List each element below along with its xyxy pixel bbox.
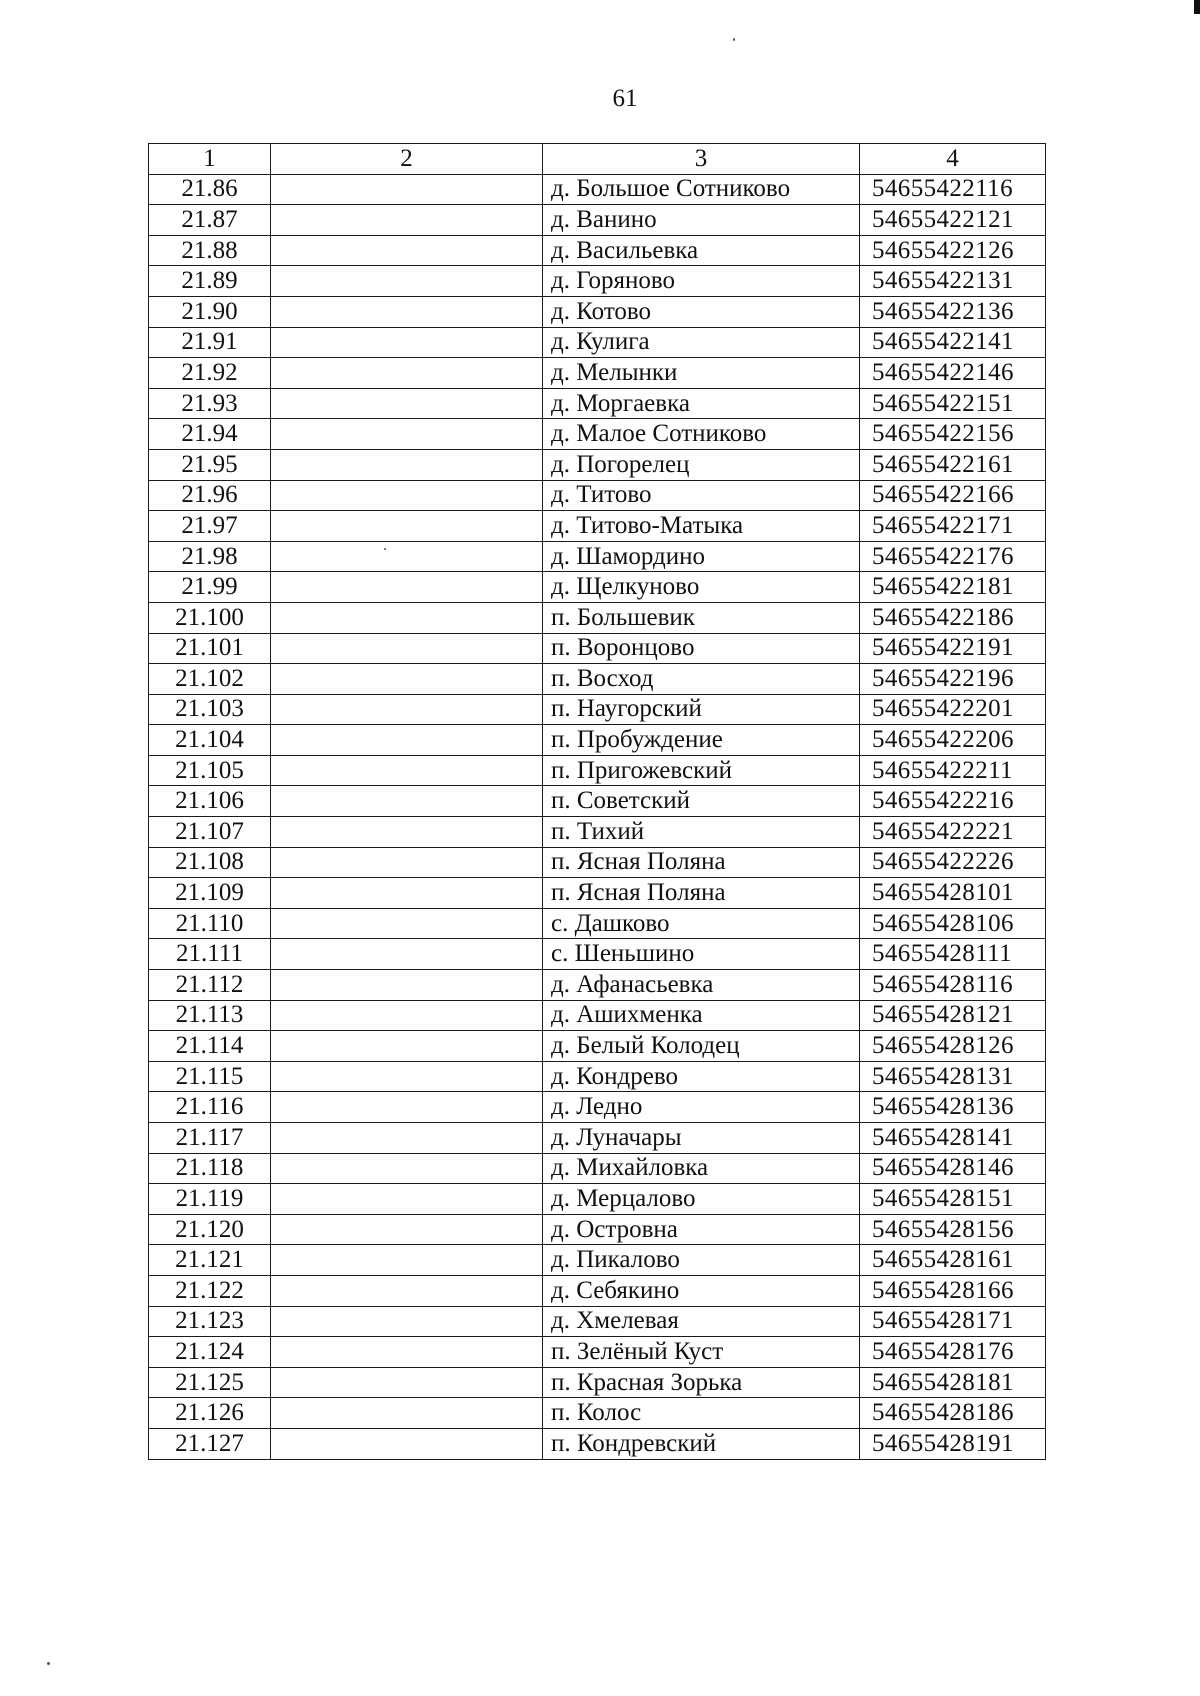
row-number-cell: 21.110 [149, 908, 271, 939]
municipality-cell [271, 1398, 543, 1429]
oktmo-code-cell: 54655422171 [860, 511, 1046, 542]
settlements-table [148, 143, 1046, 1460]
table-row [149, 1367, 1046, 1398]
municipality-cell [271, 174, 543, 205]
row-number-cell: 21.106 [149, 786, 271, 817]
oktmo-code-cell: 54655422186 [860, 602, 1046, 633]
settlement-name-cell: п. Воронцово [543, 633, 860, 664]
municipality-cell [271, 1000, 543, 1031]
table-row [149, 939, 1046, 970]
row-number-cell: 21.96 [149, 480, 271, 511]
row-number-cell: 21.97 [149, 511, 271, 542]
settlement-name-cell: п. Ясная Поляна [543, 847, 860, 878]
row-number-cell: 21.107 [149, 817, 271, 848]
settlement-name-cell: д. Котово [543, 296, 860, 327]
oktmo-code-cell: 54655422161 [860, 449, 1046, 480]
oktmo-code-cell: 54655422181 [860, 572, 1046, 603]
row-number-cell: 21.111 [149, 939, 271, 970]
settlement-name-cell: с. Дашково [543, 908, 860, 939]
municipality-cell [271, 602, 543, 633]
municipality-cell [271, 1153, 543, 1184]
municipality-cell [271, 847, 543, 878]
settlement-name-cell: п. Тихий [543, 817, 860, 848]
municipality-cell [271, 266, 543, 297]
oktmo-code-cell: 54655422166 [860, 480, 1046, 511]
municipality-cell [271, 633, 543, 664]
table-row [149, 602, 1046, 633]
settlement-name-cell: д. Шамордино [543, 541, 860, 572]
column-header: 3 [543, 144, 860, 175]
oktmo-code-cell: 54655428116 [860, 970, 1046, 1001]
municipality-cell [271, 541, 543, 572]
row-number-cell: 21.120 [149, 1214, 271, 1245]
oktmo-code-cell: 54655428121 [860, 1000, 1046, 1031]
table-row [149, 1184, 1046, 1215]
oktmo-code-cell: 54655422221 [860, 817, 1046, 848]
table-row [149, 725, 1046, 756]
oktmo-code-cell: 54655428161 [860, 1245, 1046, 1276]
settlement-name-cell: п. Кондревский [543, 1428, 860, 1459]
table-row [149, 358, 1046, 389]
row-number-cell: 21.105 [149, 755, 271, 786]
settlement-name-cell: п. Зелёный Куст [543, 1337, 860, 1368]
row-number-cell: 21.119 [149, 1184, 271, 1215]
table-row [149, 388, 1046, 419]
oktmo-code-cell: 54655422141 [860, 327, 1046, 358]
row-number-cell: 21.109 [149, 878, 271, 909]
row-number-cell: 21.117 [149, 1123, 271, 1154]
settlement-name-cell: д. Титово-Матыка [543, 511, 860, 542]
municipality-cell [271, 1092, 543, 1123]
row-number-cell: 21.118 [149, 1153, 271, 1184]
row-number-cell: 21.126 [149, 1398, 271, 1429]
settlement-name-cell: д. Михайловка [543, 1153, 860, 1184]
municipality-cell [271, 1275, 543, 1306]
municipality-cell [271, 1367, 543, 1398]
row-number-cell: 21.91 [149, 327, 271, 358]
settlement-name-cell: д. Кондрево [543, 1061, 860, 1092]
municipality-cell [271, 817, 543, 848]
row-number-cell: 21.87 [149, 205, 271, 236]
settlement-name-cell: д. Пикалово [543, 1245, 860, 1276]
settlement-name-cell: д. Хмелевая [543, 1306, 860, 1337]
oktmo-code-cell: 54655422201 [860, 694, 1046, 725]
settlement-name-cell: с. Шеньшино [543, 939, 860, 970]
oktmo-code-cell: 54655428126 [860, 1031, 1046, 1062]
oktmo-code-cell: 54655422226 [860, 847, 1046, 878]
oktmo-code-cell: 54655428191 [860, 1428, 1046, 1459]
row-number-cell: 21.102 [149, 664, 271, 695]
settlement-name-cell: п. Колос [543, 1398, 860, 1429]
municipality-cell [271, 480, 543, 511]
oktmo-code-cell: 54655422151 [860, 388, 1046, 419]
oktmo-code-cell: 54655422211 [860, 755, 1046, 786]
table-row [149, 817, 1046, 848]
row-number-cell: 21.125 [149, 1367, 271, 1398]
table-row [149, 235, 1046, 266]
row-number-cell: 21.104 [149, 725, 271, 756]
municipality-cell [271, 1337, 543, 1368]
table-row [149, 1153, 1046, 1184]
row-number-cell: 21.116 [149, 1092, 271, 1123]
table-row [149, 296, 1046, 327]
table-row [149, 847, 1046, 878]
table-row [149, 1092, 1046, 1123]
municipality-cell [271, 449, 543, 480]
row-number-cell: 21.115 [149, 1061, 271, 1092]
table-row [149, 1031, 1046, 1062]
oktmo-code-cell: 54655422126 [860, 235, 1046, 266]
column-header: 2 [271, 144, 543, 175]
municipality-cell [271, 388, 543, 419]
table-row [149, 1123, 1046, 1154]
row-number-cell: 21.99 [149, 572, 271, 603]
table-row [149, 1000, 1046, 1031]
table-row [149, 480, 1046, 511]
municipality-cell [271, 786, 543, 817]
table-row [149, 419, 1046, 450]
municipality-cell [271, 1123, 543, 1154]
municipality-cell [271, 1245, 543, 1276]
row-number-cell: 21.98 [149, 541, 271, 572]
table-row [149, 755, 1046, 786]
municipality-cell [271, 1306, 543, 1337]
settlement-name-cell: п. Советский [543, 786, 860, 817]
table-row [149, 511, 1046, 542]
municipality-cell [271, 908, 543, 939]
settlement-name-cell: д. Мелынки [543, 358, 860, 389]
oktmo-code-cell: 54655422136 [860, 296, 1046, 327]
oktmo-code-cell: 54655422146 [860, 358, 1046, 389]
table-row [149, 1428, 1046, 1459]
settlement-name-cell: д. Ледно [543, 1092, 860, 1123]
oktmo-code-cell: 54655428111 [860, 939, 1046, 970]
municipality-cell [271, 878, 543, 909]
column-header: 4 [860, 144, 1046, 175]
settlement-name-cell: д. Мерцалово [543, 1184, 860, 1215]
row-number-cell: 21.112 [149, 970, 271, 1001]
scan-edge-mark [1194, 0, 1200, 14]
oktmo-code-cell: 54655422176 [860, 541, 1046, 572]
table-row [149, 694, 1046, 725]
row-number-cell: 21.86 [149, 174, 271, 205]
municipality-cell [271, 296, 543, 327]
page-number: 61 [612, 85, 638, 112]
settlement-name-cell: д. Погорелец [543, 449, 860, 480]
table-row [149, 572, 1046, 603]
table-row [149, 878, 1046, 909]
row-number-cell: 21.95 [149, 449, 271, 480]
row-number-cell: 21.89 [149, 266, 271, 297]
municipality-cell [271, 419, 543, 450]
row-number-cell: 21.113 [149, 1000, 271, 1031]
table-row [149, 327, 1046, 358]
municipality-cell [271, 694, 543, 725]
oktmo-code-cell: 54655428171 [860, 1306, 1046, 1337]
row-number-cell: 21.94 [149, 419, 271, 450]
oktmo-code-cell: 54655422196 [860, 664, 1046, 695]
settlement-name-cell: д. Ашихменка [543, 1000, 860, 1031]
oktmo-code-cell: 54655428146 [860, 1153, 1046, 1184]
municipality-cell [271, 664, 543, 695]
row-number-cell: 21.114 [149, 1031, 271, 1062]
table-body [149, 174, 1046, 1459]
table-row [149, 633, 1046, 664]
municipality-cell [271, 755, 543, 786]
municipality-cell [271, 235, 543, 266]
oktmo-code-cell: 54655428151 [860, 1184, 1046, 1215]
table-row [149, 1245, 1046, 1276]
municipality-cell [271, 205, 543, 236]
table-row [149, 1214, 1046, 1245]
oktmo-code-cell: 54655428186 [860, 1398, 1046, 1429]
table-row [149, 664, 1046, 695]
scan-speck [47, 1662, 50, 1665]
table-row [149, 1061, 1046, 1092]
municipality-cell [271, 970, 543, 1001]
municipality-cell [271, 1428, 543, 1459]
row-number-cell: 21.108 [149, 847, 271, 878]
settlement-name-cell: д. Малое Сотниково [543, 419, 860, 450]
municipality-cell [271, 1184, 543, 1215]
table-row [149, 266, 1046, 297]
oktmo-code-cell: 54655428131 [860, 1061, 1046, 1092]
row-number-cell: 21.90 [149, 296, 271, 327]
row-number-cell: 21.88 [149, 235, 271, 266]
table-row [149, 1306, 1046, 1337]
municipality-cell [271, 511, 543, 542]
table-row [149, 1398, 1046, 1429]
municipality-cell [271, 358, 543, 389]
municipality-cell [271, 327, 543, 358]
oktmo-code-cell: 54655428136 [860, 1092, 1046, 1123]
oktmo-code-cell: 54655422216 [860, 786, 1046, 817]
row-number-cell: 21.123 [149, 1306, 271, 1337]
table-row [149, 1275, 1046, 1306]
table-row [149, 786, 1046, 817]
row-number-cell: 21.93 [149, 388, 271, 419]
table-row [149, 970, 1046, 1001]
table-row [149, 449, 1046, 480]
row-number-cell: 21.121 [149, 1245, 271, 1276]
oktmo-code-cell: 54655428181 [860, 1367, 1046, 1398]
row-number-cell: 21.100 [149, 602, 271, 633]
oktmo-code-cell: 54655422116 [860, 174, 1046, 205]
oktmo-code-cell: 54655422131 [860, 266, 1046, 297]
table-row [149, 205, 1046, 236]
row-number-cell: 21.127 [149, 1428, 271, 1459]
settlement-name-cell: д. Васильевка [543, 235, 860, 266]
scan-speck [733, 38, 735, 41]
oktmo-code-cell: 54655428106 [860, 908, 1046, 939]
table-row [149, 1337, 1046, 1368]
oktmo-code-cell: 54655428156 [860, 1214, 1046, 1245]
table-row [149, 908, 1046, 939]
settlement-name-cell: д. Титово [543, 480, 860, 511]
settlement-name-cell: д. Большое Сотниково [543, 174, 860, 205]
settlement-name-cell: д. Щелкуново [543, 572, 860, 603]
municipality-cell [271, 572, 543, 603]
table-row [149, 541, 1046, 572]
settlement-name-cell: д. Моргаевка [543, 388, 860, 419]
municipality-cell [271, 1214, 543, 1245]
settlement-name-cell: п. Большевик [543, 602, 860, 633]
settlement-name-cell: п. Пробуждение [543, 725, 860, 756]
row-number-cell: 21.101 [149, 633, 271, 664]
municipality-cell [271, 1031, 543, 1062]
oktmo-code-cell: 54655428166 [860, 1275, 1046, 1306]
settlement-name-cell: п. Восход [543, 664, 860, 695]
settlement-name-cell: д. Горяново [543, 266, 860, 297]
oktmo-code-cell: 54655428141 [860, 1123, 1046, 1154]
settlement-name-cell: п. Наугорский [543, 694, 860, 725]
municipality-cell [271, 939, 543, 970]
municipality-cell [271, 1061, 543, 1092]
oktmo-code-cell: 54655422121 [860, 205, 1046, 236]
row-number-cell: 21.92 [149, 358, 271, 389]
row-number-cell: 21.122 [149, 1275, 271, 1306]
oktmo-code-cell: 54655428101 [860, 878, 1046, 909]
row-number-cell: 21.124 [149, 1337, 271, 1368]
oktmo-code-cell: 54655422156 [860, 419, 1046, 450]
settlement-name-cell: д. Себякино [543, 1275, 860, 1306]
table-row [149, 174, 1046, 205]
settlement-name-cell: п. Ясная Поляна [543, 878, 860, 909]
oktmo-code-cell: 54655428176 [860, 1337, 1046, 1368]
settlement-name-cell: д. Островна [543, 1214, 860, 1245]
settlement-name-cell: д. Кулига [543, 327, 860, 358]
settlement-name-cell: д. Ванино [543, 205, 860, 236]
oktmo-code-cell: 54655422206 [860, 725, 1046, 756]
settlement-name-cell: п. Пригожевский [543, 755, 860, 786]
oktmo-code-cell: 54655422191 [860, 633, 1046, 664]
settlement-name-cell: д. Белый Колодец [543, 1031, 860, 1062]
settlement-name-cell: д. Афанасьевка [543, 970, 860, 1001]
settlement-name-cell: д. Луначары [543, 1123, 860, 1154]
table-header-row [149, 144, 1046, 175]
settlement-name-cell: п. Красная Зорька [543, 1367, 860, 1398]
column-header: 1 [149, 144, 271, 175]
row-number-cell: 21.103 [149, 694, 271, 725]
municipality-cell [271, 725, 543, 756]
